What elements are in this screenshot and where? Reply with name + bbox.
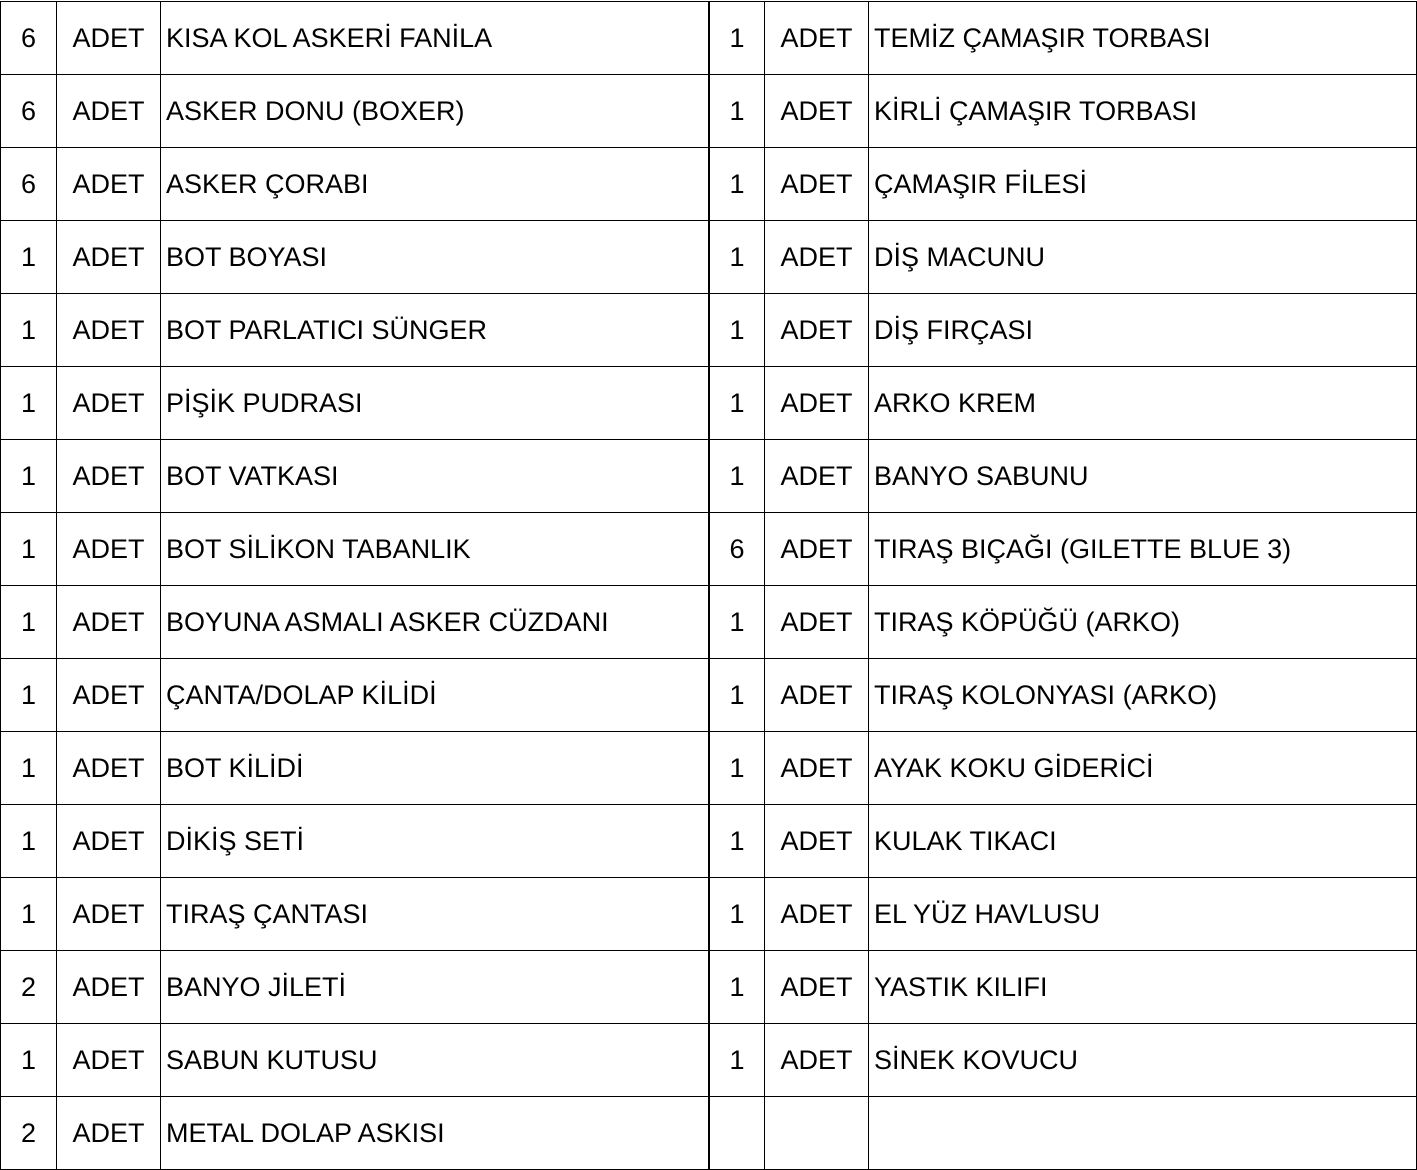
item-name-cell: BOT BOYASI xyxy=(161,221,709,294)
table-row xyxy=(710,75,1417,148)
quantity-cell: 1 xyxy=(1,294,57,367)
quantity-cell: 1 xyxy=(1,440,57,513)
table-row xyxy=(1,221,709,294)
table-row xyxy=(1,878,709,951)
table-row xyxy=(1,148,709,221)
unit-cell: ADET xyxy=(765,513,869,586)
quantity-cell: 1 xyxy=(710,586,765,659)
unit-cell: ADET xyxy=(57,805,161,878)
quantity-cell: 1 xyxy=(1,221,57,294)
quantity-cell: 1 xyxy=(1,513,57,586)
unit-cell: ADET xyxy=(57,732,161,805)
table-row xyxy=(710,732,1417,805)
table-row xyxy=(1,732,709,805)
table-row xyxy=(1,367,709,440)
item-name-cell: ASKER ÇORABI xyxy=(161,148,709,221)
quantity-cell: 1 xyxy=(710,294,765,367)
left-item-rows xyxy=(1,2,709,1170)
left-item-table xyxy=(0,1,709,1170)
table-row xyxy=(710,805,1417,878)
quantity-cell: 1 xyxy=(1,1024,57,1097)
unit-cell: ADET xyxy=(765,659,869,732)
unit-cell: ADET xyxy=(57,440,161,513)
table-row xyxy=(710,148,1417,221)
unit-cell: ADET xyxy=(57,221,161,294)
table-row xyxy=(710,1024,1417,1097)
quantity-cell: 6 xyxy=(710,513,765,586)
table-row xyxy=(710,513,1417,586)
item-name-cell: ÇANTA/DOLAP KİLİDİ xyxy=(161,659,709,732)
table-row xyxy=(1,805,709,878)
item-name-cell: KULAK TIKACI xyxy=(869,805,1417,878)
unit-cell: ADET xyxy=(765,805,869,878)
unit-cell: ADET xyxy=(765,1024,869,1097)
table-row xyxy=(710,440,1417,513)
unit-cell: ADET xyxy=(765,878,869,951)
unit-cell: ADET xyxy=(765,221,869,294)
item-name-cell: ARKO KREM xyxy=(869,367,1417,440)
right-item-table xyxy=(709,1,1417,1170)
unit-cell: ADET xyxy=(765,294,869,367)
quantity-cell: 1 xyxy=(710,805,765,878)
table-row xyxy=(1,951,709,1024)
unit-cell xyxy=(765,1097,869,1170)
quantity-cell: 2 xyxy=(1,1097,57,1170)
item-name-cell: KISA KOL ASKERİ FANİLA xyxy=(161,2,709,75)
table-row xyxy=(710,2,1417,75)
unit-cell: ADET xyxy=(57,513,161,586)
quantity-cell: 2 xyxy=(1,951,57,1024)
quantity-cell: 1 xyxy=(710,367,765,440)
quantity-cell: 1 xyxy=(710,75,765,148)
item-name-cell: AYAK KOKU GİDERİCİ xyxy=(869,732,1417,805)
item-name-cell: ÇAMAŞIR FİLESİ xyxy=(869,148,1417,221)
table-row xyxy=(1,75,709,148)
quantity-cell: 1 xyxy=(1,367,57,440)
table-row xyxy=(710,294,1417,367)
table-row xyxy=(710,1097,1417,1170)
unit-cell: ADET xyxy=(765,367,869,440)
right-item-rows xyxy=(710,2,1417,1170)
quantity-cell: 1 xyxy=(1,732,57,805)
quantity-cell: 1 xyxy=(710,440,765,513)
table-row xyxy=(710,659,1417,732)
item-name-cell: YASTIK KILIFI xyxy=(869,951,1417,1024)
item-name-cell: BANYO SABUNU xyxy=(869,440,1417,513)
table-row xyxy=(1,440,709,513)
table-row xyxy=(1,1097,709,1170)
quantity-cell: 6 xyxy=(1,148,57,221)
quantity-cell: 1 xyxy=(710,878,765,951)
item-name-cell: DİKİŞ SETİ xyxy=(161,805,709,878)
item-name-cell: DİŞ MACUNU xyxy=(869,221,1417,294)
quantity-cell: 6 xyxy=(1,75,57,148)
unit-cell: ADET xyxy=(765,732,869,805)
item-name-cell: ASKER DONU (BOXER) xyxy=(161,75,709,148)
quantity-cell: 1 xyxy=(1,659,57,732)
unit-cell: ADET xyxy=(765,148,869,221)
table-row xyxy=(1,513,709,586)
table-row xyxy=(710,586,1417,659)
quantity-cell: 1 xyxy=(710,148,765,221)
unit-cell: ADET xyxy=(765,440,869,513)
item-name-cell: BOYUNA ASMALI ASKER CÜZDANI xyxy=(161,586,709,659)
unit-cell: ADET xyxy=(765,75,869,148)
item-name-cell: BOT PARLATICI SÜNGER xyxy=(161,294,709,367)
item-name-cell: EL YÜZ HAVLUSU xyxy=(869,878,1417,951)
unit-cell: ADET xyxy=(765,2,869,75)
quantity-cell xyxy=(710,1097,765,1170)
item-name-cell: BOT KİLİDİ xyxy=(161,732,709,805)
unit-cell: ADET xyxy=(57,75,161,148)
unit-cell: ADET xyxy=(57,294,161,367)
item-name-cell: TIRAŞ ÇANTASI xyxy=(161,878,709,951)
table-row xyxy=(1,1024,709,1097)
table-row xyxy=(710,221,1417,294)
unit-cell: ADET xyxy=(57,367,161,440)
table-row xyxy=(710,878,1417,951)
quantity-cell: 1 xyxy=(710,221,765,294)
item-name-cell: TIRAŞ KOLONYASI (ARKO) xyxy=(869,659,1417,732)
quantity-cell: 1 xyxy=(710,732,765,805)
item-name-cell xyxy=(869,1097,1417,1170)
item-name-cell: TIRAŞ KÖPÜĞÜ (ARKO) xyxy=(869,586,1417,659)
table-row xyxy=(1,586,709,659)
item-name-cell: METAL DOLAP ASKISI xyxy=(161,1097,709,1170)
unit-cell: ADET xyxy=(57,586,161,659)
unit-cell: ADET xyxy=(57,1024,161,1097)
unit-cell: ADET xyxy=(57,878,161,951)
table-row xyxy=(1,659,709,732)
item-name-cell: DİŞ FIRÇASI xyxy=(869,294,1417,367)
quantity-cell: 1 xyxy=(1,805,57,878)
unit-cell: ADET xyxy=(57,1097,161,1170)
unit-cell: ADET xyxy=(765,951,869,1024)
table-row xyxy=(710,951,1417,1024)
quantity-cell: 1 xyxy=(710,659,765,732)
quantity-cell: 6 xyxy=(1,2,57,75)
table-row xyxy=(1,294,709,367)
item-name-cell: TEMİZ ÇAMAŞIR TORBASI xyxy=(869,2,1417,75)
item-name-cell: PİŞİK PUDRASI xyxy=(161,367,709,440)
quantity-cell: 1 xyxy=(1,878,57,951)
table-row xyxy=(1,2,709,75)
quantity-cell: 1 xyxy=(710,1024,765,1097)
item-name-cell: KİRLİ ÇAMAŞIR TORBASI xyxy=(869,75,1417,148)
quantity-cell: 1 xyxy=(710,2,765,75)
unit-cell: ADET xyxy=(57,2,161,75)
item-name-cell: BOT VATKASI xyxy=(161,440,709,513)
item-name-cell: SİNEK KOVUCU xyxy=(869,1024,1417,1097)
quantity-cell: 1 xyxy=(1,586,57,659)
item-name-cell: SABUN KUTUSU xyxy=(161,1024,709,1097)
item-name-cell: BOT SİLİKON TABANLIK xyxy=(161,513,709,586)
table-row xyxy=(710,367,1417,440)
item-name-cell: TIRAŞ BIÇAĞI (GILETTE BLUE 3) xyxy=(869,513,1417,586)
unit-cell: ADET xyxy=(57,148,161,221)
unit-cell: ADET xyxy=(57,659,161,732)
unit-cell: ADET xyxy=(57,951,161,1024)
item-name-cell: BANYO JİLETİ xyxy=(161,951,709,1024)
quantity-cell: 1 xyxy=(710,951,765,1024)
unit-cell: ADET xyxy=(765,586,869,659)
